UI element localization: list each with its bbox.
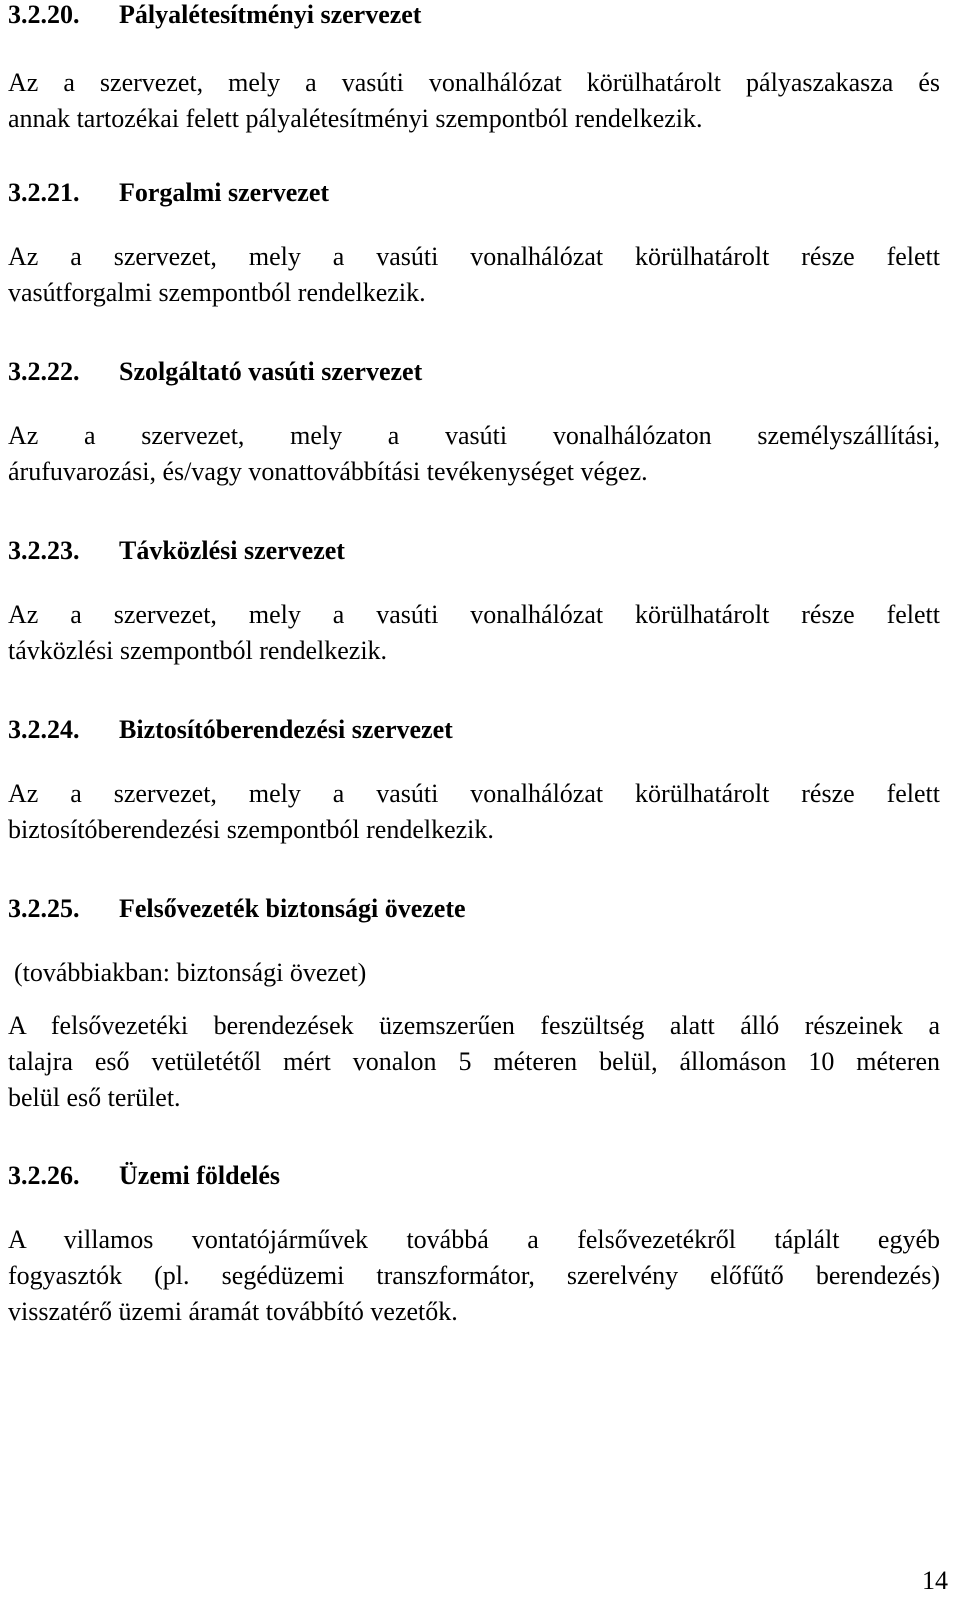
body-line: fogyasztók (pl. segédüzemi transzformátor, szerelvény előfűtő berendezés) <box>8 1261 940 1290</box>
section-number: 3.2.25. <box>8 894 80 923</box>
body-line: annak tartozékai felett pályalétesítményi szempontból rendelkezik. <box>8 104 703 133</box>
section-heading <box>8 175 940 211</box>
body-line: Az a szervezet, mely a vasúti vonalhálózat körülhatárolt része felett <box>8 779 940 808</box>
section-3-2-23 <box>8 533 940 669</box>
section-heading <box>8 533 940 569</box>
section-number: 3.2.26. <box>8 1161 80 1190</box>
section-title: Szolgáltató vasúti szervezet <box>119 357 423 386</box>
section-3-2-22 <box>8 354 940 490</box>
body-line: biztosítóberendezési szempontból rendelkezik. <box>8 815 494 844</box>
section-title: Távközlési szervezet <box>119 536 345 565</box>
section-body <box>8 776 940 848</box>
body-line: visszatérő üzemi áramát továbbító vezetők. <box>8 1297 458 1326</box>
section-number: 3.2.21. <box>8 178 80 207</box>
section-title: Üzemi földelés <box>119 1161 281 1190</box>
section-3-2-25 <box>8 891 940 1116</box>
body-line: Az a szervezet, mely a vasúti vonalhálózaton személyszállítási, <box>8 421 940 450</box>
section-body <box>8 239 940 311</box>
body-line: Az a szervezet, mely a vasúti vonalhálózat körülhatárolt része felett <box>8 242 940 271</box>
section-title: Biztosítóberendezési szervezet <box>119 715 453 744</box>
body-line: Az a szervezet, mely a vasúti vonalhálózat körülhatárolt pályaszakasza és <box>8 68 940 97</box>
body-line: árufuvarozási, és/vagy vonattovábbítási tevékenységet végez. <box>8 457 648 486</box>
section-heading <box>8 712 940 748</box>
section-3-2-20 <box>8 0 940 137</box>
body-line: vasútforgalmi szempontból rendelkezik. <box>8 278 426 307</box>
section-heading <box>8 1158 940 1194</box>
section-body <box>8 1222 940 1330</box>
body-line: belül eső terület. <box>8 1083 181 1112</box>
section-heading <box>8 0 940 33</box>
body-line: A felsővezetéki berendezések üzemszerűen feszültség alatt álló részeinek a <box>8 1011 940 1040</box>
section-number: 3.2.20. <box>8 0 80 29</box>
section-body <box>8 1008 940 1116</box>
section-number: 3.2.24. <box>8 715 80 744</box>
section-number: 3.2.23. <box>8 536 80 565</box>
section-body <box>8 418 940 490</box>
section-body <box>8 597 940 669</box>
section-title: Felsővezeték biztonsági övezete <box>119 894 466 923</box>
body-line: talajra eső vetületétől mért vonalon 5 méteren belül, állomáson 10 méteren <box>8 1047 940 1076</box>
section-heading <box>8 354 940 390</box>
section-title: Forgalmi szervezet <box>119 178 330 207</box>
body-line: Az a szervezet, mely a vasúti vonalhálózat körülhatárolt része felett <box>8 600 940 629</box>
note-line: (továbbiakban: biztonsági övezet) <box>14 958 367 987</box>
section-3-2-21 <box>8 175 940 311</box>
section-body <box>8 65 940 137</box>
section-title: Pályalétesítményi szervezet <box>119 0 422 29</box>
section-3-2-24 <box>8 712 940 848</box>
body-line: A villamos vontatójárművek továbbá a felsővezetékről táplált egyéb <box>8 1225 940 1254</box>
section-number: 3.2.22. <box>8 357 80 386</box>
section-note <box>8 955 940 991</box>
body-line: távközlési szempontból rendelkezik. <box>8 636 388 665</box>
page-number: 14 <box>922 1566 948 1595</box>
section-3-2-26 <box>8 1158 940 1330</box>
section-heading <box>8 891 940 927</box>
